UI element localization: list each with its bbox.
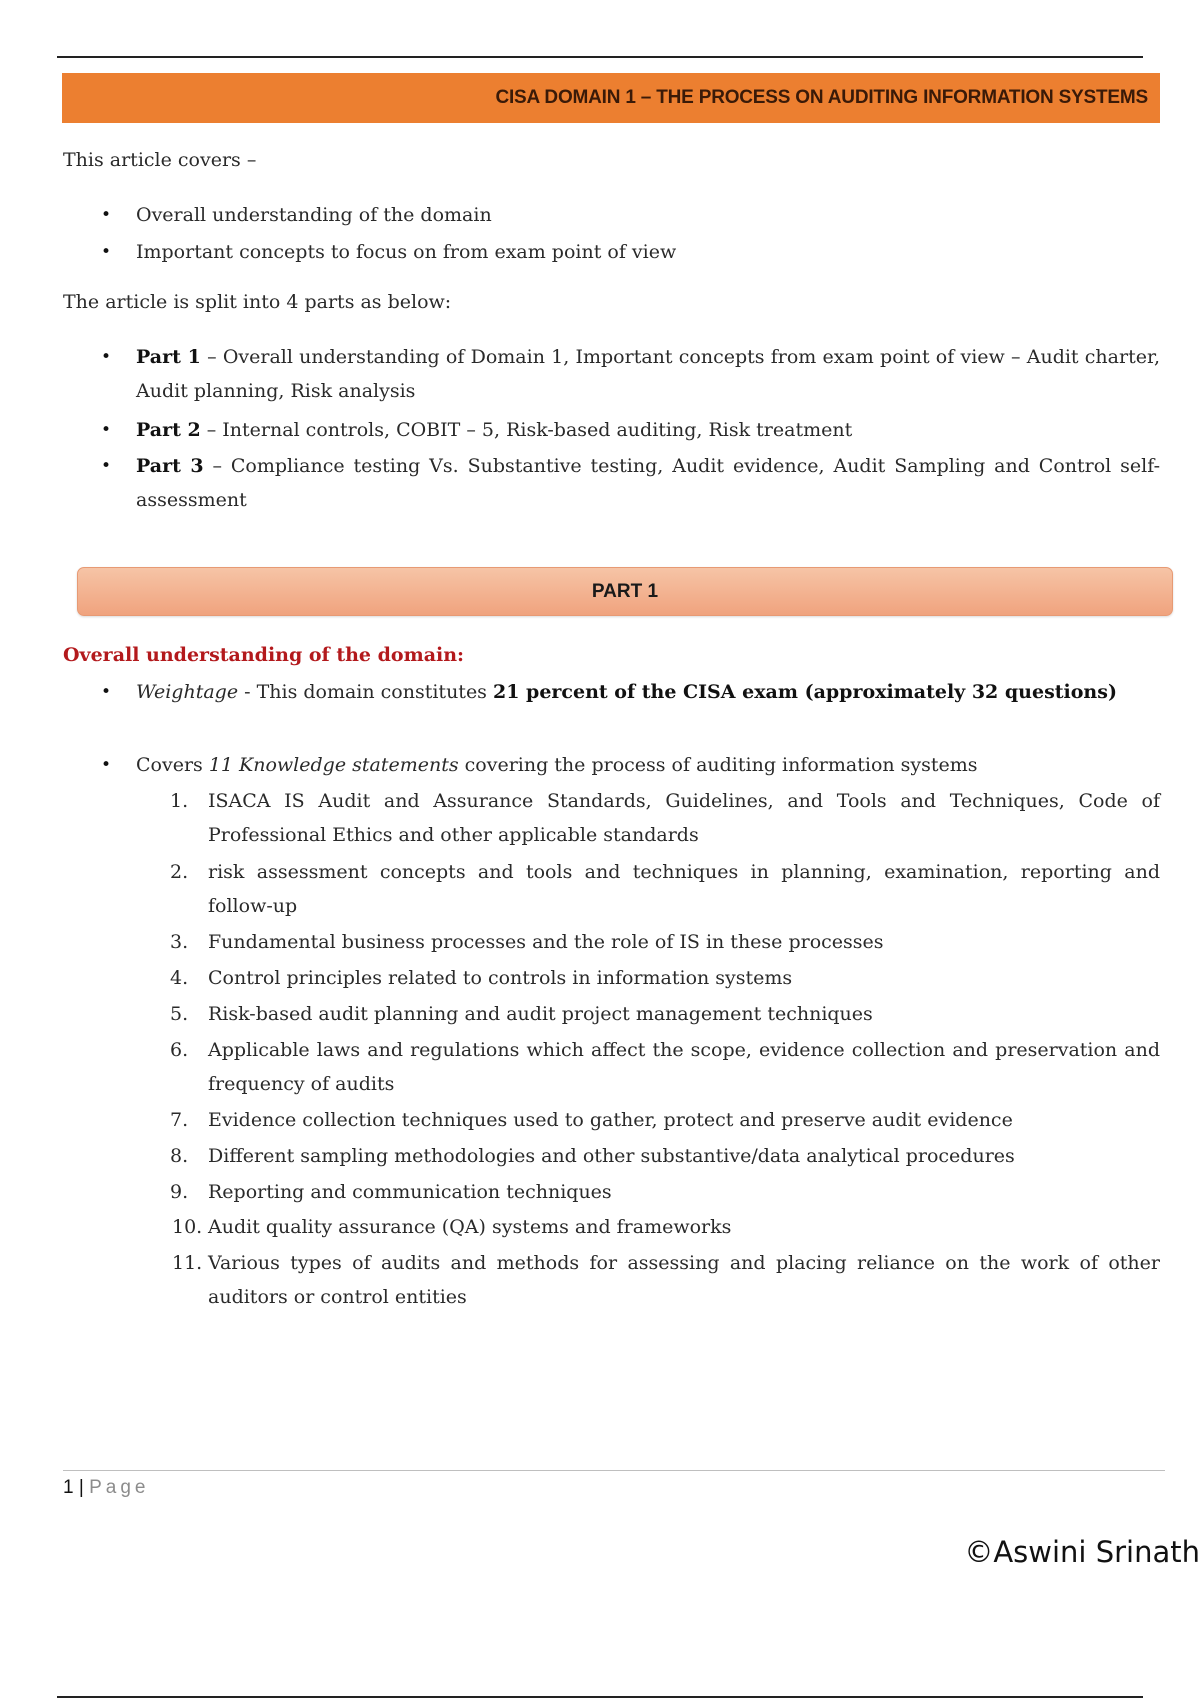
knowledge-statement [170, 997, 1160, 1031]
knowledge-statement [170, 925, 1160, 959]
knowledge-statement [170, 1103, 1160, 1137]
top-rule [57, 56, 1143, 58]
ks-number: 6. [170, 1039, 189, 1061]
ks-number: 1. [170, 790, 189, 812]
split-label: The article is split into 4 parts as below: [63, 291, 452, 313]
part-item-3 [136, 449, 1160, 517]
part-item-1 [136, 340, 1160, 408]
document-title: CISA DOMAIN 1 – THE PROCESS ON AUDITING INFORMATION SYSTEMS [495, 87, 1148, 108]
part-text: – Compliance testing Vs. Substantive testing, Audit evidence, Audit Sampling and Control self-assessment [136, 455, 1160, 511]
ks-number: 11. [172, 1252, 203, 1274]
part-1-title: PART 1 [591, 580, 659, 602]
ks-text: Applicable laws and regulations which affect the scope, evidence collection and preservation and frequency of audits [208, 1039, 1160, 1095]
page-number-value: 1 [63, 1477, 74, 1498]
knowledge-statement [170, 855, 1160, 923]
ks-number: 10. [172, 1216, 203, 1238]
bottom-rule [57, 1696, 1143, 1698]
knowledge-statement [172, 1210, 1160, 1244]
page-label: Page [89, 1477, 150, 1498]
ks-number: 4. [170, 967, 189, 989]
knowledge-statement [170, 1033, 1160, 1101]
ks-number: 8. [170, 1145, 189, 1167]
ks-number: 9. [170, 1181, 189, 1203]
list-item: • Important concepts to focus on from exam point of view [136, 235, 676, 269]
ks-number: 2. [170, 861, 189, 883]
ks-text: Control principles related to controls in information systems [208, 967, 793, 989]
part-text: – Internal controls, COBIT – 5, Risk-based auditing, Risk treatment [200, 419, 853, 441]
covers-prefix: Covers [136, 754, 209, 776]
ks-text: Various types of audits and methods for assessing and placing reliance on the work of other auditors or control entities [208, 1252, 1160, 1308]
ks-text: risk assessment concepts and tools and techniques in planning, examination, reporting and follow-up [208, 861, 1160, 917]
footer-rule [63, 1470, 1165, 1471]
knowledge-statement [170, 1139, 1160, 1173]
knowledge-statement [170, 1175, 1160, 1209]
weightage-bold: 21 percent of the CISA exam (approximately 32 questions) [492, 681, 1117, 703]
part-label: Part 3 [136, 455, 204, 477]
ks-text: Reporting and communication techniques [208, 1181, 612, 1203]
ks-number: 3. [170, 931, 189, 953]
copyright-text: ©Aswini Srinath [964, 1535, 1200, 1569]
page-separator: | [73, 1477, 90, 1498]
weightage-label: Weightage [136, 681, 239, 703]
part-item-2 [136, 413, 1160, 447]
ks-text: Different sampling methodologies and other substantive/data analytical procedures [208, 1145, 1015, 1167]
part-text: – Overall understanding of Domain 1, Important concepts from exam point of view – Audit charter, Audit planning, Risk analysis [136, 346, 1160, 402]
knowledge-statement [170, 784, 1160, 852]
ks-number: 7. [170, 1109, 189, 1131]
ks-text: Fundamental business processes and the role of IS in these processes [208, 931, 884, 953]
part-label: Part 1 [136, 346, 201, 368]
covers-suffix: covering the process of auditing information systems [458, 754, 978, 776]
part-label: Part 2 [136, 419, 201, 441]
ks-text: Risk-based audit planning and audit project management techniques [208, 1003, 873, 1025]
page-number [63, 1474, 149, 1502]
part-1-banner [77, 567, 1173, 616]
ks-text: Evidence collection techniques used to gather, protect and preserve audit evidence [208, 1109, 1013, 1131]
list-item: • Overall understanding of the domain [136, 198, 492, 232]
covers-italic: 11 Knowledge statements [208, 754, 459, 776]
ks-text: Audit quality assurance (QA) systems and frameworks [208, 1216, 732, 1238]
weightage-item [136, 675, 1117, 709]
ks-number: 5. [170, 1003, 189, 1025]
covers-knowledge-item [136, 748, 978, 782]
weightage-text: - This domain constitutes [238, 681, 493, 703]
covers-label: This article covers – [63, 149, 257, 171]
knowledge-statement [172, 1246, 1160, 1314]
knowledge-statement [170, 961, 1160, 995]
section-heading: Overall understanding of the domain: [63, 644, 465, 666]
ks-text: ISACA IS Audit and Assurance Standards, Guidelines, and Tools and Techniques, Code of Professional Ethics and other applicable standards [208, 790, 1160, 846]
document-title-banner [62, 73, 1160, 123]
